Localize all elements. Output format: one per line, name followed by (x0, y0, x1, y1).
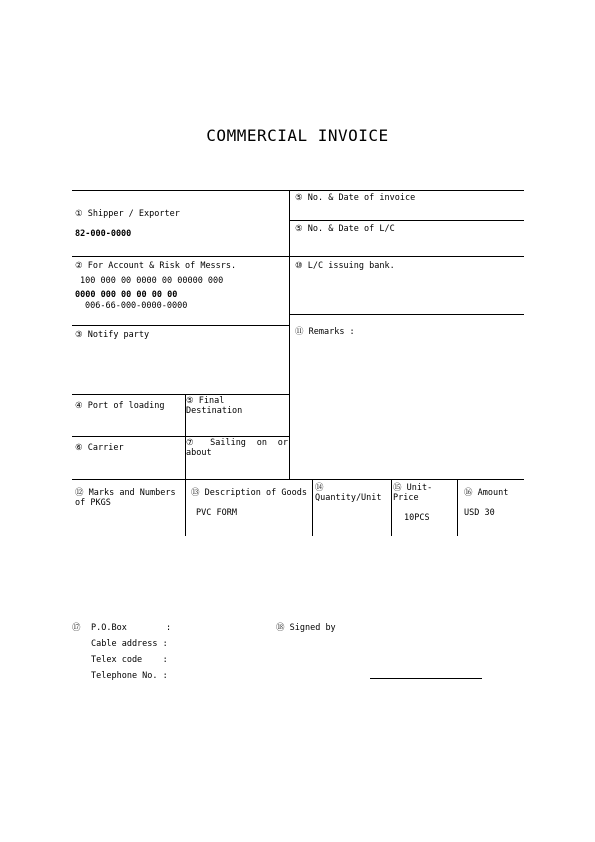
final-destination-label: ⑤ Final Destination (186, 396, 243, 416)
divider-row-4 (72, 394, 289, 395)
table-top-border (72, 190, 524, 191)
col-divider-unit-price (457, 479, 458, 536)
account-label: ② For Account & Risk of Messrs. (75, 261, 237, 271)
pobox-label: P.O.Box (91, 623, 127, 633)
sailing-label: ⑦ Sailing on or about (186, 438, 288, 458)
document-title: COMMERCIAL INVOICE (206, 126, 389, 145)
center-column-divider (289, 190, 290, 479)
port-loading-label: ④ Port of loading (75, 401, 165, 411)
cable-address-label: Cable address : (91, 639, 168, 649)
telephone-label: Telephone No. : (91, 671, 168, 681)
divider-row-3 (72, 325, 289, 326)
account-line-3: 006-66-000-0000-0000 (85, 301, 188, 311)
footer-marker: ⑰ (72, 623, 81, 633)
shipper-label: ① Shipper / Exporter (75, 209, 180, 219)
amount-label: ⑯ Amount (464, 488, 509, 498)
invoice-no-label: ⑤ No. & Date of invoice (295, 193, 416, 203)
signature-line (370, 678, 482, 679)
col-divider-quantity (391, 479, 392, 536)
divider-invoice-lc (289, 220, 524, 221)
divider-row-2 (72, 256, 524, 257)
account-line-2: 0000 000 00 00 00 00 (75, 290, 178, 300)
remarks-label: ⑪ Remarks : (295, 327, 355, 337)
description-value: PVC FORM (196, 508, 237, 518)
unit-price-value: 10PCS (404, 513, 430, 523)
marks-label: ⑫ Marks and Numbers of PKGS (75, 488, 176, 508)
divider-row-5 (72, 436, 289, 437)
lc-bank-label: ⑩ L/C issuing bank. (295, 261, 395, 271)
lc-no-label: ⑤ No. & Date of L/C (295, 224, 395, 234)
divider-lcbank-remarks (289, 314, 524, 315)
account-line-1: 100 000 00 0000 00 00000 000 (80, 276, 224, 286)
telex-code-label: Telex code : (91, 655, 168, 665)
shipper-value: 82-000-0000 (75, 229, 132, 239)
unit-price-label: ⑮ Unit-Price (393, 483, 433, 503)
col-divider-marks (185, 479, 186, 536)
notify-party-label: ③ Notify party (75, 330, 150, 340)
signed-by-label: ⑱ Signed by (276, 623, 336, 633)
col-divider-description (312, 479, 313, 536)
carrier-label: ⑥ Carrier (75, 443, 124, 453)
quantity-label: ⑭ Quantity/Unit (315, 483, 382, 503)
description-label: ⑬ Description of Goods (191, 488, 307, 498)
pobox-colon: : (166, 623, 172, 633)
amount-value: USD 30 (464, 508, 495, 518)
